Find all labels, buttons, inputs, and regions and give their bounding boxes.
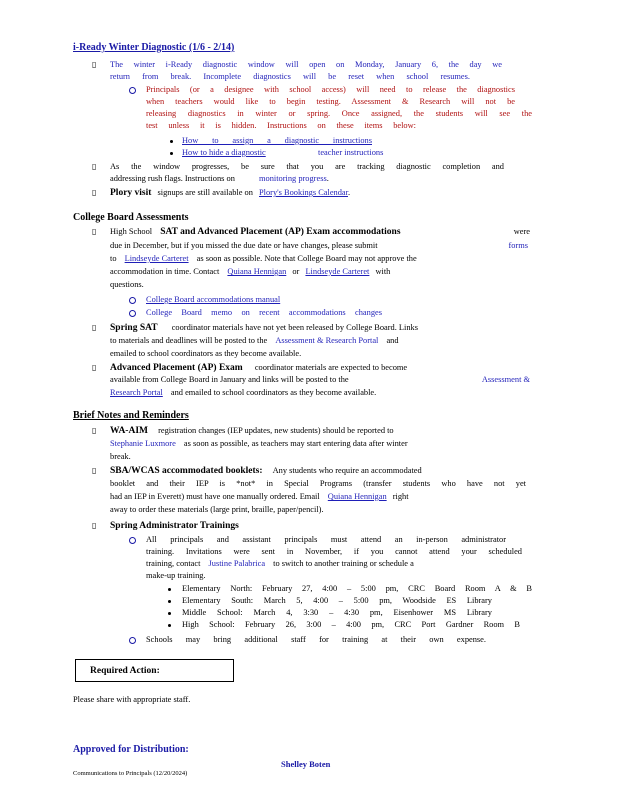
bullet-marker: ▯ [92,426,97,435]
iready-para-2: As the window progresses, be sure that you are tracking diagnostic completion and [110,162,504,171]
bullet-marker: ▯ [92,521,97,530]
bullet-dot-icon [168,624,171,627]
iready-para-3: Plory visit signups are still available on Plory's Bookings Calendar. [110,188,351,198]
iready-sub-1d: test unless it is hidden. Instructions on these items below: [146,121,416,130]
circle-bullet-icon [129,87,136,94]
iready-para-2b: addressing rush flags. Instructions on monitoring progress. [110,174,329,183]
required-action-text: Please share with appropriate staff. [73,695,191,704]
approved-label: Approved for Distribution: [73,744,189,755]
brief-para-1c: Stephanie Luxmore as soon as possible, as teachers may start entering data after winter [110,439,408,448]
college-para-2: Spring SAT coordinator materials have not yet been released by College Board. Links [110,323,418,333]
link-monitoring-progress[interactable]: monitoring progress [259,174,327,183]
link-forms[interactable]: forms [508,241,528,250]
bullet-marker: ▯ [92,60,97,69]
brief-para-2: SBA/WCAS accommodated booklets: Any students who require an accommodated [110,466,422,476]
iready-sub-1b: when teachers would like to begin testing. Assessment & Research will not be [146,97,515,106]
brief-para-2d: had an IEP in Everett) must have one manually ordered. Email Quiana Hennigan right [110,492,409,501]
link-quiana[interactable]: Quiana Hennigan [227,267,287,276]
footer-note: Communications to Principals (12/20/2024) [73,770,188,777]
iready-sub-1: Principals (or a designee with school access) will need to release the diagnostics [146,85,515,94]
brief-sub-1e: make-up training. [146,571,206,580]
brief-sub-1b: training. Invitations were sent in November, if you cannot attend your scheduled [146,547,522,556]
bullet-marker: ▯ [92,323,97,332]
brief-sub-1: All principals and assistant principals must attend an in-person administrator [146,535,506,544]
required-action-box [75,659,234,682]
brief-para-1: WA-AIM registration changes (IEP updates, new students) should be reported to [110,426,394,436]
link-stephanie[interactable]: Stephanie Luxmore [110,439,176,448]
circle-bullet-icon [129,310,136,317]
brief-para-2c: booklet and their IEP is *not* in Special Programs (transfer students who have not yet [110,479,526,488]
bullet-marker: ▯ [92,162,97,171]
brief-para-2f: away to order these materials (large print, braille, paper/pencil). [110,505,324,514]
session-item: Elementary South: March 5, 4:00 – 5:00 pm, Woodside ES Library [182,596,492,605]
bullet-dot-icon [170,152,173,155]
link-assign-diagnostic[interactable]: How to assign a diagnostic instructions [182,136,372,145]
bullet-dot-icon [168,600,171,603]
college-para-2e: emailed to school coordinators as they become available. [110,349,302,358]
link-lindseyde[interactable]: Lindseyde Carteret [124,254,189,263]
college-para-3: Advanced Placement (AP) Exam coordinator materials are expected to become [110,363,408,373]
circle-bullet-icon [129,537,136,544]
session-item: Middle School: March 4, 3:30 – 4:30 pm, Eisenhower MS Library [182,608,492,617]
college-para-3c: available from College Board in January and links will be posted to the Assessment & [110,375,530,384]
link-ar-portal-2[interactable]: Assessment & [481,375,530,384]
college-para-1d: due in December, but if you missed the due date or have changes, please submit forms [110,241,528,250]
brief-para-3: Spring Administrator Trainings [110,521,239,531]
bullet-dot-icon [170,140,173,143]
brief-sub-2: Schools may bring additional staff for training at their own expense. [146,635,486,644]
link-ar-portal[interactable]: Assessment & Research Portal [275,336,379,345]
link-cb-manual[interactable]: College Board accommodations manual [146,295,281,304]
link-ar-portal-3[interactable]: Research Portal [110,388,163,397]
college-para-1f: to Lindseyde Carteret as soon as possible. Note that College Board may not approve the [110,254,417,263]
link-justine[interactable]: Justine Palabrica [208,559,266,568]
bullet-marker: ▯ [92,188,97,197]
iready-para-1b: return from break. Incomplete diagnostics will be reset when school resumes. [110,72,470,81]
section-heading-college: College Board Assessments [73,212,189,223]
session-item: Elementary North: February 27, 4:00 – 5:00 pm, CRC Board Room A & B [182,584,532,593]
section-heading-brief: Brief Notes and Reminders [73,410,189,421]
link-hide-diagnostic[interactable]: How to hide a diagnostic [182,148,266,157]
iready-sub-1c: releasing diagnostics in winter or spring. Once assigned, the students will see the [146,109,532,118]
link-plory-calendar[interactable]: Plory's Bookings Calendar [259,188,348,197]
iready-para-1: The winter i-Ready diagnostic window will open on Monday, January 6, the day we [110,60,502,69]
brief-sub-1c: training, contact Justine Palabrica to switch to another training or schedule a [146,559,414,568]
link-lindseyde-2[interactable]: Lindseyde Carteret [305,267,370,276]
college-para-3d: Research Portal and emailed to school coordinators as they become available. [110,388,377,397]
brief-para-1d: break. [110,452,131,461]
section-title-iready: i-Ready Winter Diagnostic (1/6 - 2/14) [73,42,235,53]
signer-name: Shelley Boten [281,759,331,769]
bullet-marker: ▯ [92,363,97,372]
link-cb-memo[interactable]: College Board memo on recent accommodations changes [146,308,382,317]
bullet-dot-icon [168,588,171,591]
college-para-1g: accommodation in time. Contact Quiana Hennigan or Lindseyde Carteret with [110,267,391,276]
bullet-marker: ▯ [92,227,97,236]
bullet-marker: ▯ [92,466,97,475]
circle-bullet-icon [129,637,136,644]
bullet-dot-icon [168,612,171,615]
college-para-1: High School SAT and Advanced Placement (AP) Exam accommodations were [110,227,530,237]
session-item: High School: February 26, 3:00 – 4:00 pm, CRC Port Gardner Room B [182,620,520,629]
circle-bullet-icon [129,297,136,304]
college-para-1j: questions. [110,280,144,289]
link-hide-diagnostic-teacher[interactable]: teacher instructions [318,148,384,157]
college-para-2c: to materials and deadlines will be posted to the Assessment & Research Portal and [110,336,399,345]
required-action-label: Required Action: [90,666,160,676]
link-quiana-2[interactable]: Quiana Hennigan [327,492,387,501]
